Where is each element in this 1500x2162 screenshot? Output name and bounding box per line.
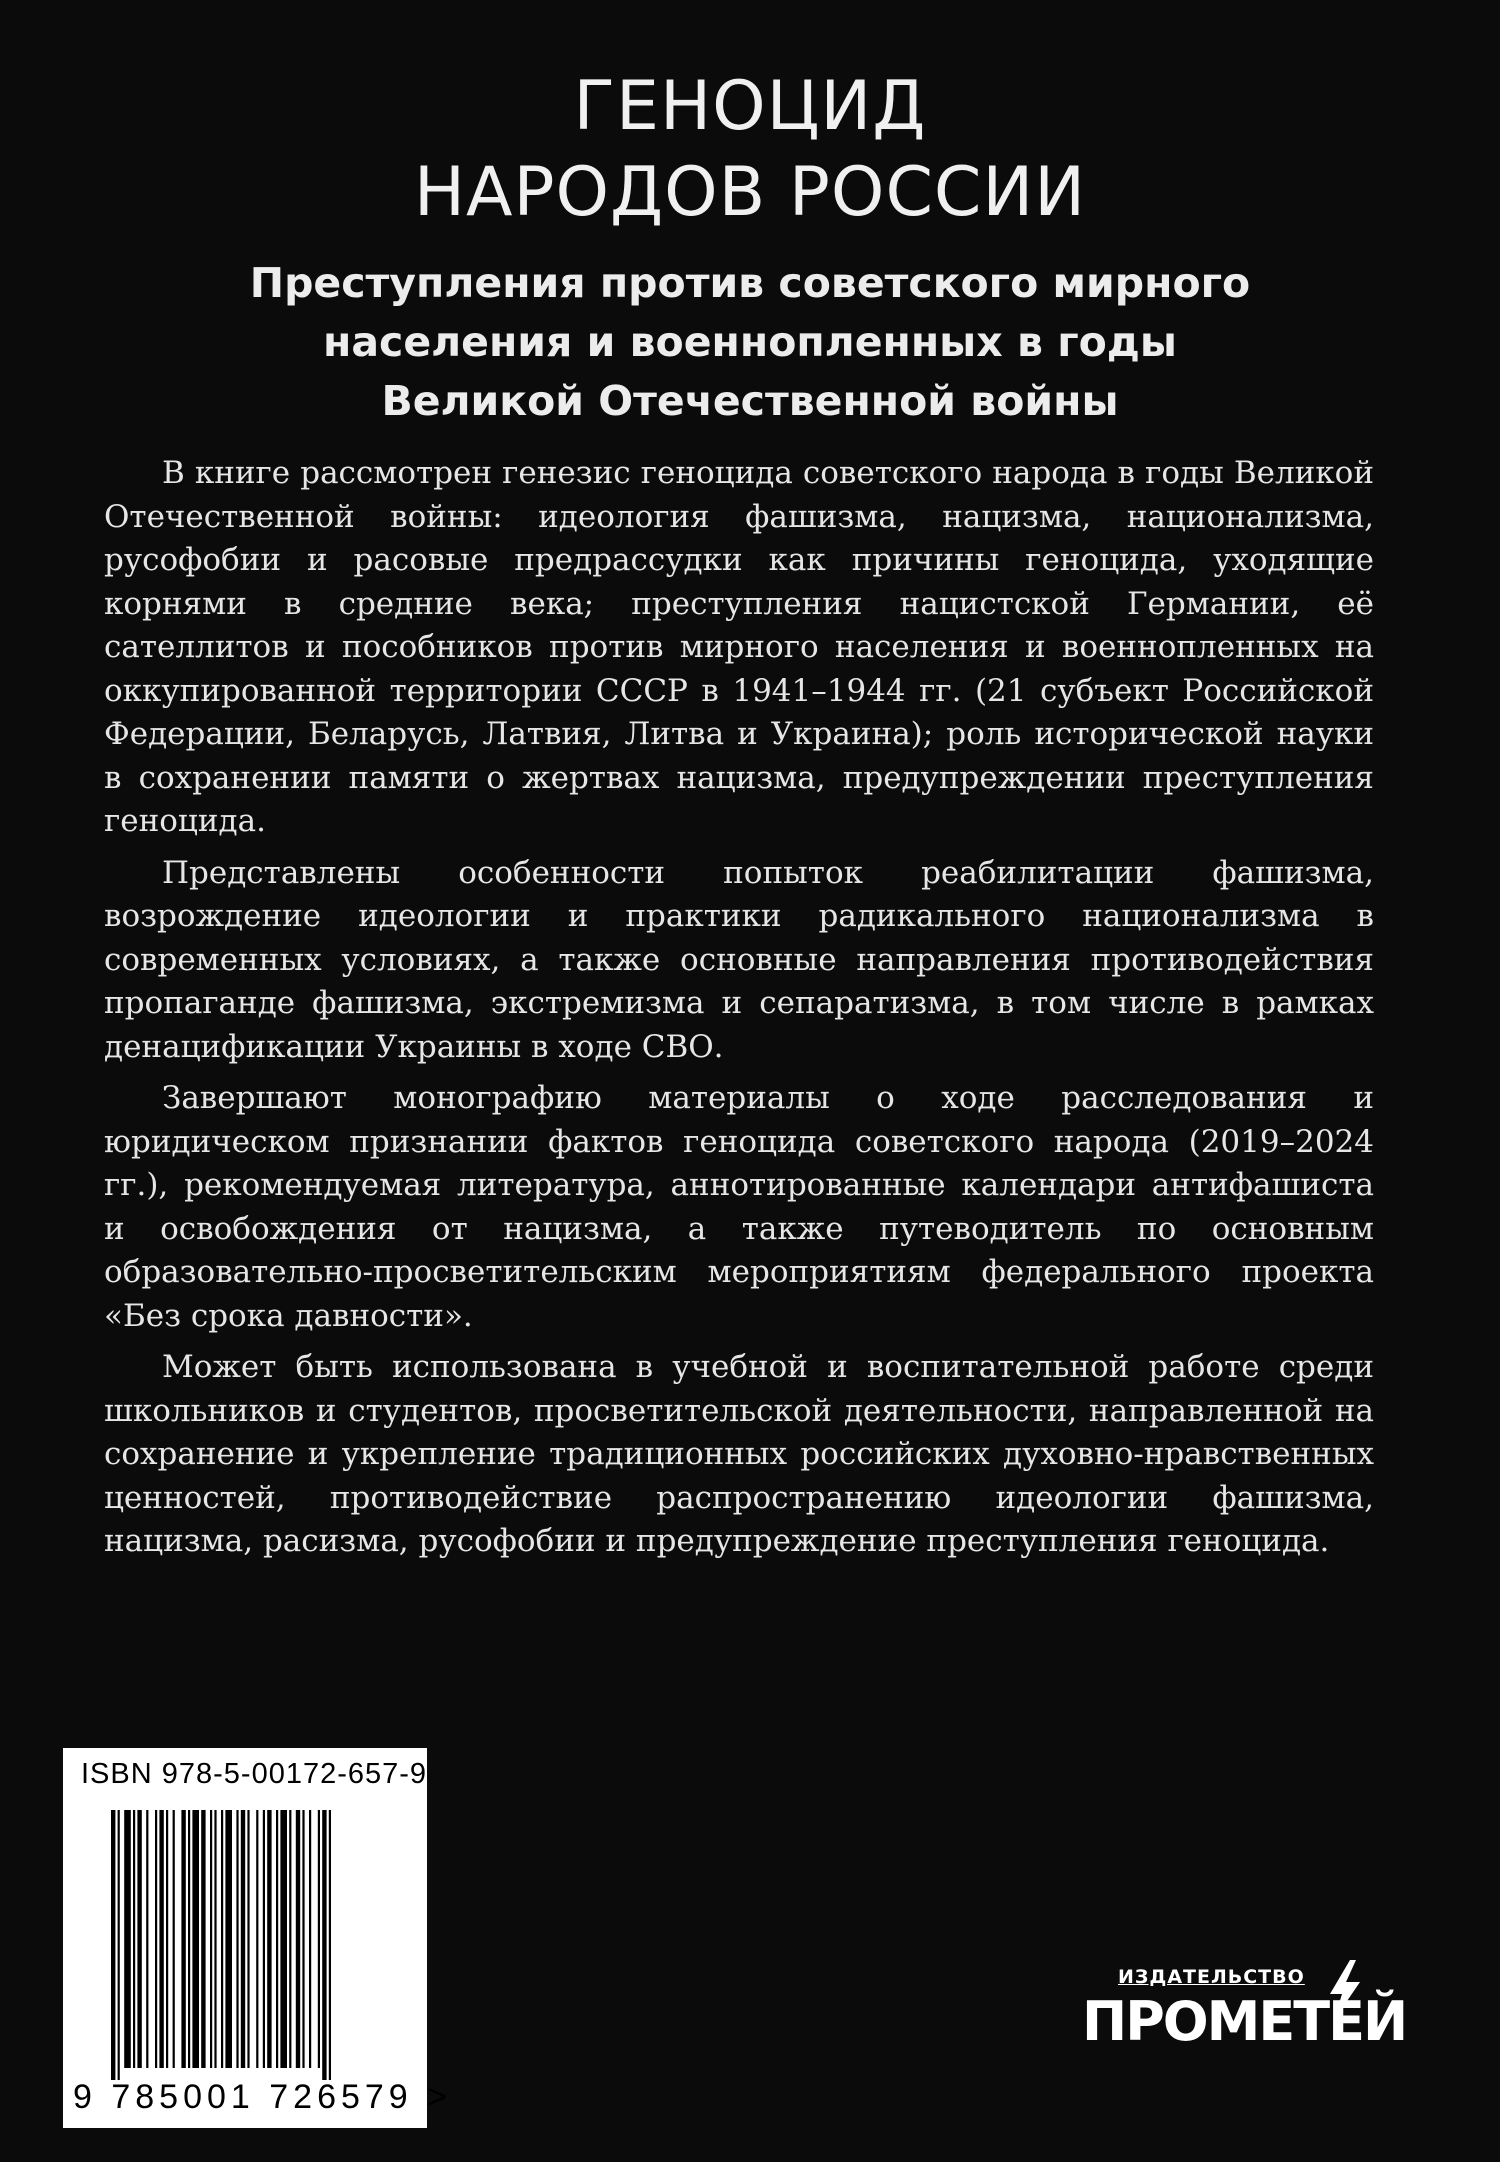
annotation-text [104, 452, 1374, 1572]
book-subtitle [0, 254, 1500, 431]
publisher-logo [1078, 1960, 1407, 2090]
isbn-digits: 9 785001 726579 > [73, 2078, 453, 2116]
annotation-paragraph: Может быть использована в учебной и воспитательной работе среди школьников и студентов, просветительской деятельности, направленной на сохранение и укрепление традиционных российских духовно-нравственных ценностей, противодействие распространению идеологии фашизма, нацизма, расизма, русофобии и предупреждение преступления геноцида. [104, 1349, 1374, 1559]
annotation-paragraph: Завершают монографию материалы о ходе расследования и юридическом признании фактов геноцида советского народа (2019–2024 гг.), рекомендуемая литература, аннотированные календари антифашиста и освобождения от нацизма, а также путеводитель по основным образовательно-просветительским мероприятиям федерального проекта «Без срока давности». [104, 1080, 1374, 1334]
subtitle-line-3: Великой Отечественной войны [381, 377, 1119, 425]
annotation-paragraph: Представлены особенности попыток реабилитации фашизма, возрождение идеологии и практики радикального национализма в современных условиях, а также основные направления противодействия пропаганде фашизма, экстремизма и сепаратизма, в том числе в рамках денацификации Украины в ходе СВО. [104, 854, 1374, 1065]
publisher-label: ИЗДАТЕЛЬСТВО [1118, 1966, 1305, 1988]
annotation-paragraph: В книге рассмотрен генезис геноцида советского народа в годы Великой Отечественной войны: идеология фашизма, нацизма, национализма, русофобии и расовые предрассудки как причины геноцида, уходящие корнями в средние века; преступления нацистской Германии, её сателлитов и пособников против мирного населения и военнопленных на оккупированной территории СССР в 1941–1944 гг. (21 субъект Российской Федерации, Беларусь, Латвия, Литва и Украина); роль исторической науки в сохранении памяти о жертвах нацизма, предупреждении преступления геноцида. [104, 455, 1374, 839]
publisher-name: ПРОМЕТЕЙ [1082, 1990, 1407, 2053]
title-line-2: НАРОДОВ РОССИИ [413, 153, 1087, 232]
subtitle-line-2: населения и военнопленных в годы [323, 318, 1177, 366]
lightning-bolt-icon [1324, 1960, 1364, 2020]
isbn-barcode-block [63, 1748, 453, 2128]
barcode-icon [111, 1810, 401, 2080]
title-line-1: ГЕНОЦИД [573, 67, 927, 146]
subtitle-line-1: Преступления против советского мирного [249, 259, 1251, 307]
book-title [0, 64, 1500, 236]
isbn-label: ISBN 978-5-00172-657-9 [81, 1758, 428, 1790]
